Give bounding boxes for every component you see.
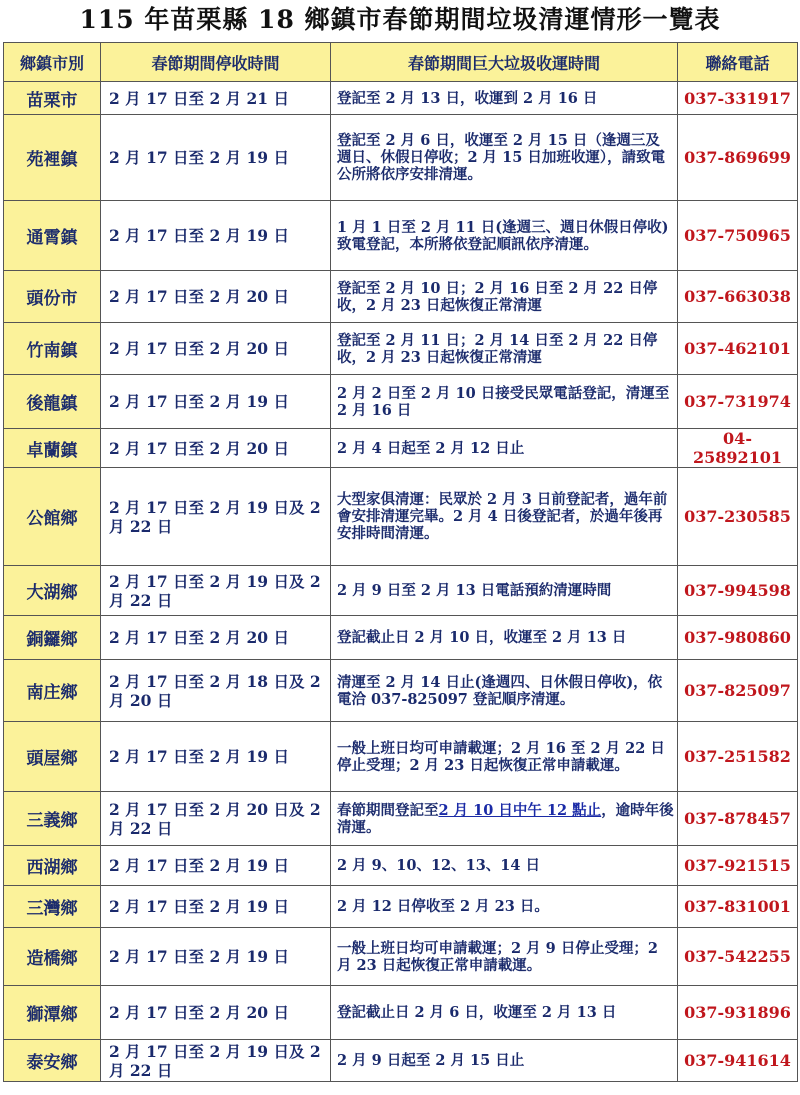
town-name: 大湖鄉 (4, 566, 101, 616)
table-row (4, 928, 798, 986)
table-row (4, 846, 798, 886)
stop-period: 2 月 17 日至 2 月 19 日 (101, 722, 331, 792)
stop-period: 2 月 17 日至 2 月 20 日 (101, 323, 331, 375)
town-name: 後龍鎮 (4, 375, 101, 429)
phone-number: 037-931896 (678, 986, 798, 1040)
schedule-table (3, 42, 798, 1082)
phone-number: 037-331917 (678, 82, 798, 115)
stop-period: 2 月 17 日至 2 月 18 日及 2 月 20 日 (101, 660, 331, 722)
stop-period: 2 月 17 日至 2 月 19 日 (101, 846, 331, 886)
stop-period: 2 月 17 日至 2 月 19 日 (101, 201, 331, 271)
table-row (4, 660, 798, 722)
bulk-collection: 大型家俱清運：民眾於 2 月 3 日前登記者，過年前會安排清運完畢。2 月 4 日後登記者，於過年後再安排時間清運。 (331, 468, 678, 566)
bulk-collection: 2 月 12 日停收至 2 月 23 日。 (331, 886, 678, 928)
table-row (4, 722, 798, 792)
town-name: 苑裡鎮 (4, 115, 101, 201)
town-name: 公館鄉 (4, 468, 101, 566)
table-row (4, 115, 798, 201)
town-name: 南庄鄉 (4, 660, 101, 722)
bulk-collection: 2 月 9、10、12、13、14 日 (331, 846, 678, 886)
phone-number: 037-831001 (678, 886, 798, 928)
phone-number: 037-869699 (678, 115, 798, 201)
table-row (4, 429, 798, 468)
town-name: 卓蘭鎮 (4, 429, 101, 468)
bulk-text-c: ，逾時年後清運。 (337, 801, 674, 836)
bulk-collection: 2 月 4 日起至 2 月 12 日止 (331, 429, 678, 468)
bulk-collection: 一般上班日均可申請載運；2 月 9 日停止受理；2 月 23 日起恢復正常申請載運。 (331, 928, 678, 986)
stop-period: 2 月 17 日至 2 月 19 日 (101, 886, 331, 928)
phone-number: 037-251582 (678, 722, 798, 792)
header-bulk-collection: 春節期間巨大垃圾收運時間 (331, 43, 678, 82)
stop-period: 2 月 17 日至 2 月 20 日及 2 月 22 日 (101, 792, 331, 846)
phone-number: 037-941614 (678, 1040, 798, 1082)
table-row (4, 82, 798, 115)
stop-period: 2 月 17 日至 2 月 19 日 (101, 928, 331, 986)
page-title: 115 年苗栗縣 18 鄉鎮市春節期間垃圾清運情形一覽表 (79, 5, 721, 34)
bulk-collection: 一般上班日均可申請載運；2 月 16 至 2 月 22 日停止受理；2 月 23 日起恢復正常申請載運。 (331, 722, 678, 792)
table-row (4, 375, 798, 429)
table-row (4, 1040, 798, 1082)
town-name: 三義鄉 (4, 792, 101, 846)
town-name: 苗栗市 (4, 82, 101, 115)
stop-period: 2 月 17 日至 2 月 19 日及 2 月 22 日 (101, 468, 331, 566)
town-name: 通霄鎮 (4, 201, 101, 271)
phone-number: 037-878457 (678, 792, 798, 846)
bulk-collection: 1 月 1 日至 2 月 11 日(逢週三、週日休假日停收)致電登記，本所將依登記順訊依序清運。 (331, 201, 678, 271)
stop-period: 2 月 17 日至 2 月 20 日 (101, 986, 331, 1040)
stop-period: 2 月 17 日至 2 月 20 日 (101, 429, 331, 468)
header-phone: 聯絡電話 (678, 43, 798, 82)
bulk-collection: 清運至 2 月 14 日止(逢週四、日休假日停收)，依電洽 037-825097 登記順序清運。 (331, 660, 678, 722)
table-row (4, 271, 798, 323)
phone-number: 037-731974 (678, 375, 798, 429)
bulk-text-a: 春節期間登記至 (337, 801, 439, 819)
phone-number: 037-750965 (678, 201, 798, 271)
table-row (4, 792, 798, 846)
phone-number: 037-994598 (678, 566, 798, 616)
phone-number: 037-462101 (678, 323, 798, 375)
town-name: 頭份市 (4, 271, 101, 323)
stop-period: 2 月 17 日至 2 月 19 日及 2 月 22 日 (101, 566, 331, 616)
stop-period: 2 月 17 日至 2 月 20 日 (101, 616, 331, 660)
town-name: 銅鑼鄉 (4, 616, 101, 660)
town-name: 竹南鎮 (4, 323, 101, 375)
stop-period: 2 月 17 日至 2 月 19 日 (101, 375, 331, 429)
phone-number: 04-25892101 (678, 429, 798, 468)
bulk-collection: 登記至 2 月 11 日；2 月 14 日至 2 月 22 日停收，2 月 23 日起恢復正常清運 (331, 323, 678, 375)
bulk-collection: 登記截止日 2 月 10 日，收運至 2 月 13 日 (331, 616, 678, 660)
table-row (4, 886, 798, 928)
table-row (4, 323, 798, 375)
stop-period: 2 月 17 日至 2 月 19 日及 2 月 22 日 (101, 1040, 331, 1082)
phone-number: 037-663038 (678, 271, 798, 323)
bulk-collection (331, 792, 678, 846)
town-name: 泰安鄉 (4, 1040, 101, 1082)
table-row (4, 566, 798, 616)
stop-period: 2 月 17 日至 2 月 21 日 (101, 82, 331, 115)
bulk-collection: 2 月 9 日至 2 月 13 日電話預約清運時間 (331, 566, 678, 616)
bulk-collection: 2 月 2 日至 2 月 10 日接受民眾電話登記，清運至 2 月 16 日 (331, 375, 678, 429)
town-name: 頭屋鄉 (4, 722, 101, 792)
phone-number: 037-230585 (678, 468, 798, 566)
town-name: 造橋鄉 (4, 928, 101, 986)
bulk-collection: 登記至 2 月 6 日，收運至 2 月 15 日（逢週三及週日、休假日停收；2 月 15 日加班收運），請致電公所將依序安排清運。 (331, 115, 678, 201)
phone-number: 037-825097 (678, 660, 798, 722)
stop-period: 2 月 17 日至 2 月 20 日 (101, 271, 331, 323)
bulk-collection: 登記至 2 月 13 日，收運到 2 月 16 日 (331, 82, 678, 115)
phone-number: 037-542255 (678, 928, 798, 986)
table-row (4, 986, 798, 1040)
table-row (4, 468, 798, 566)
phone-number: 037-980860 (678, 616, 798, 660)
town-name: 獅潭鄉 (4, 986, 101, 1040)
town-name: 西湖鄉 (4, 846, 101, 886)
town-name: 三灣鄉 (4, 886, 101, 928)
header-town: 鄉鎮市別 (4, 43, 101, 82)
bulk-collection: 2 月 9 日起至 2 月 15 日止 (331, 1040, 678, 1082)
bulk-collection: 登記至 2 月 10 日；2 月 16 日至 2 月 22 日停收，2 月 23 日起恢復正常清運 (331, 271, 678, 323)
bulk-deadline-link[interactable]: 2 月 10 日中午 12 點止 (438, 801, 602, 819)
header-stop-period: 春節期間停收時間 (101, 43, 331, 82)
stop-period: 2 月 17 日至 2 月 19 日 (101, 115, 331, 201)
table-row (4, 201, 798, 271)
table-header-row (4, 43, 798, 82)
phone-number: 037-921515 (678, 846, 798, 886)
table-row (4, 616, 798, 660)
bulk-collection: 登記截止日 2 月 6 日，收運至 2 月 13 日 (331, 986, 678, 1040)
